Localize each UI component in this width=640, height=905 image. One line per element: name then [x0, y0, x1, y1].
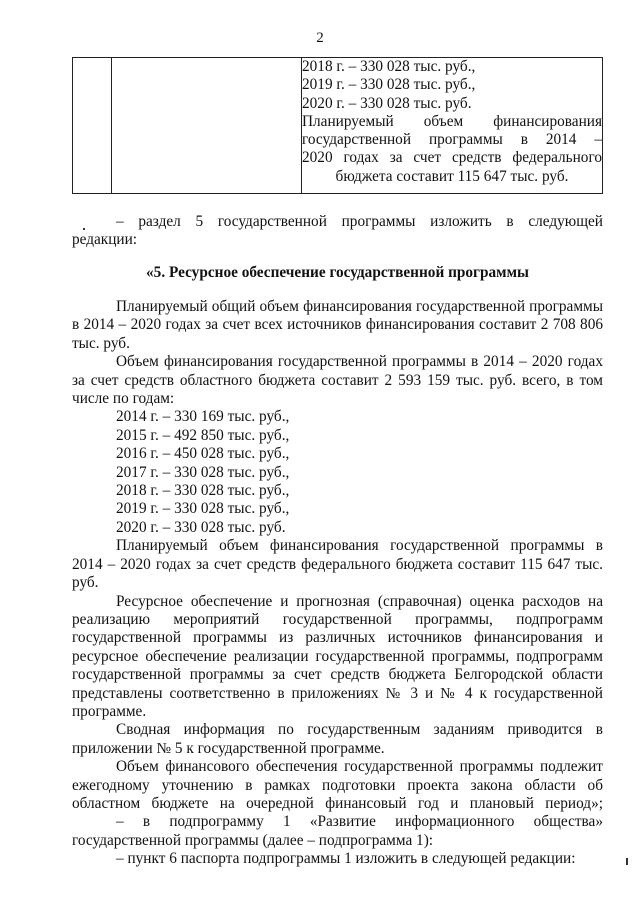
- text-line: редакции:: [72, 231, 138, 249]
- year-line: 2018 г. – 330 028 тыс. руб.,: [116, 482, 290, 500]
- table-cell-label: [112, 58, 302, 194]
- text-line: Объем финансирования государственной программы в 2014 – 2020 годах: [116, 353, 603, 371]
- page-number: 2: [316, 30, 324, 46]
- text-line: за счет средств областного бюджета составит 2 593 159 тыс. руб. всего, в том: [72, 371, 603, 389]
- intro-paragraph: [72, 213, 603, 250]
- text-line: Объем финансового обеспечения государственной программы подлежит: [116, 758, 603, 776]
- text-line: руб.: [72, 574, 99, 592]
- text-line: приложении № 5 к государственной программе.: [72, 739, 385, 757]
- text-line: областном бюджете на очередной финансовый год и плановый период»;: [72, 794, 603, 812]
- text-line: – пункт 6 паспорта подпрограммы 1 изложить в следующей редакции:: [116, 850, 576, 868]
- text-line: представлены соответственно в приложениях № 3 и № 4 к государственной: [72, 684, 603, 702]
- table-row: [73, 58, 603, 194]
- text-line: программе.: [72, 702, 147, 720]
- text-line: государственной программы (далее – подпрограмма 1):: [72, 831, 434, 849]
- text-line: ежегодному уточнению в рамках подготовки проекта закона области об: [72, 776, 603, 794]
- text-line: реализацию мероприятий государственной программы, подпрограмм: [72, 610, 603, 628]
- table-line: бюджета составит 115 647 тыс. руб.: [335, 167, 569, 185]
- text-line: государственной программы за счет средств бюджета Белгородской области: [72, 666, 603, 684]
- text-line: ресурсное обеспечение реализации государственной программы, подпрограмм: [72, 647, 603, 665]
- text-line: Планируемый объем финансирования государственной программы в: [116, 537, 603, 555]
- year-line: 2020 г. – 330 028 тыс. руб.: [116, 518, 286, 536]
- text-line: государственной программы из различных источников финансирования и: [72, 629, 603, 647]
- table-line: 2018 г. – 330 028 тыс. руб.,: [302, 58, 476, 75]
- text-line: – в подпрограмму 1 «Развитие информационного общества»: [116, 813, 603, 831]
- text-line: Планируемый общий объем финансирования государственной программы: [116, 298, 603, 315]
- continued-table: [72, 57, 603, 194]
- text-line: Ресурсное обеспечение и прогнозная (справочная) оценка расходов на: [116, 592, 603, 610]
- text-line: – раздел 5 государственной программы изложить в следующей: [116, 213, 603, 230]
- table-cell-value: [302, 58, 603, 194]
- table-line: 2020 г. – 330 028 тыс. руб.: [302, 94, 472, 112]
- year-line: 2017 г. – 330 028 тыс. руб.,: [116, 463, 290, 481]
- table-line: 2020 годах за счет средств федерального: [302, 149, 602, 167]
- table-line: государственной программы в 2014 –: [302, 131, 602, 149]
- text-line: тыс. руб.: [72, 334, 130, 352]
- year-line: 2015 г. – 492 850 тыс. руб.,: [116, 426, 290, 444]
- scan-speck: [626, 858, 628, 865]
- text-line: 2014 – 2020 годах за счет средств федерального бюджета составит 115 647 тыс.: [72, 555, 603, 573]
- year-line: 2019 г. – 330 028 тыс. руб.,: [116, 500, 290, 518]
- text-line: в 2014 – 2020 годах за счет всех источников финансирования составит 2 708 806: [72, 316, 603, 334]
- year-line: 2014 г. – 330 169 тыс. руб.,: [116, 408, 290, 426]
- year-line: 2016 г. – 450 028 тыс. руб.,: [116, 445, 290, 463]
- section-heading: «5. Ресурсное обеспечение государственной программы: [146, 264, 529, 281]
- table-cell-number: [73, 58, 112, 194]
- text-line: числе по годам:: [72, 390, 175, 408]
- section-body: [72, 298, 603, 869]
- table-line: Планируемый объем финансирования: [302, 112, 602, 130]
- scan-speck: [83, 228, 85, 230]
- text-line: Сводная информация по государственным заданиям приводится в: [116, 721, 603, 739]
- table-line: 2019 г. – 330 028 тыс. руб.,: [302, 76, 476, 94]
